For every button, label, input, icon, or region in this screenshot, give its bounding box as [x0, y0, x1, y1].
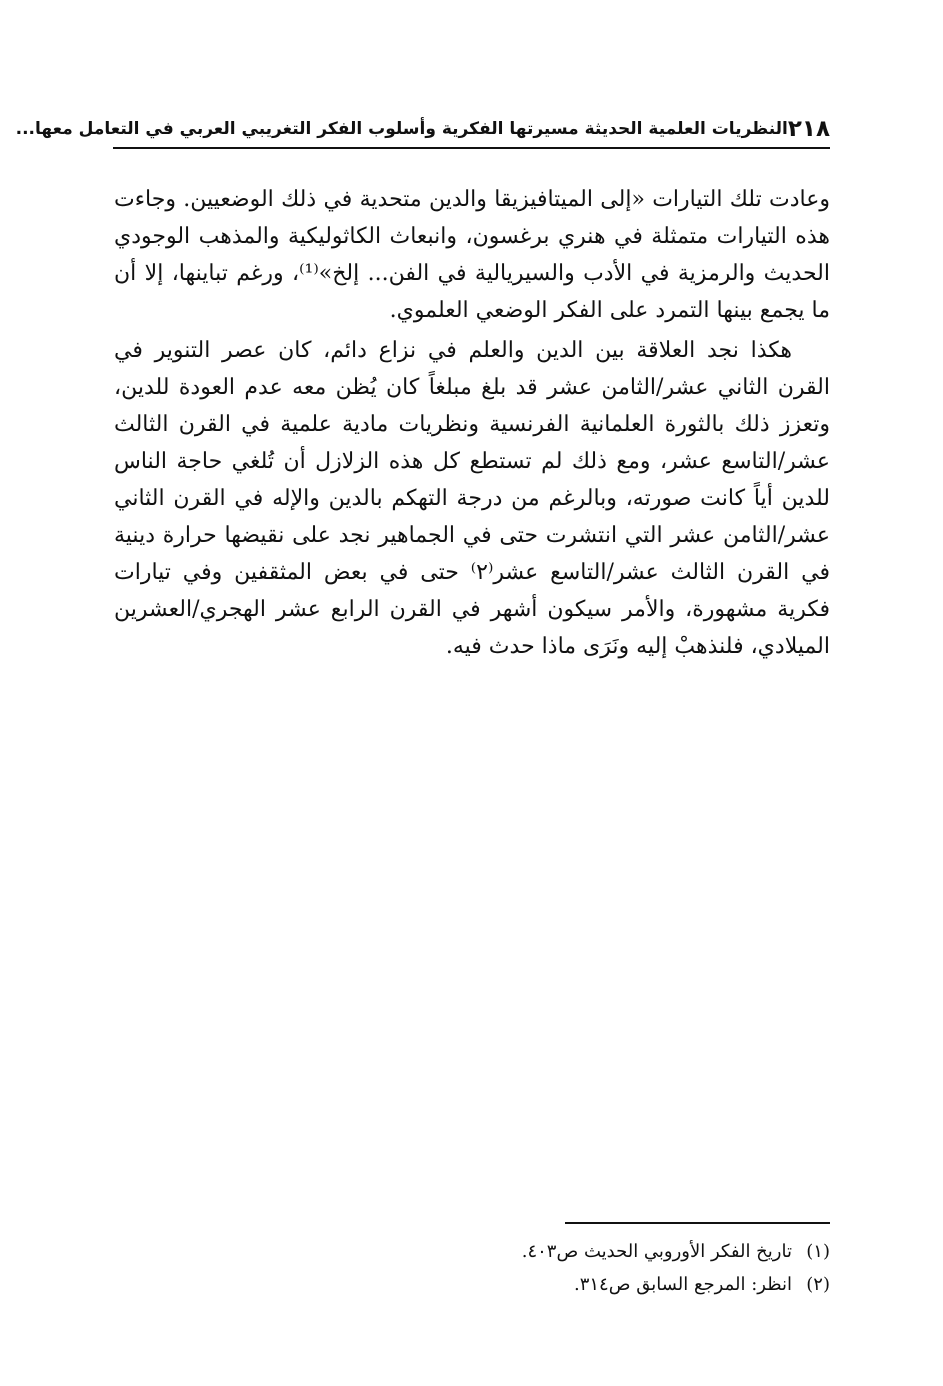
footnote-text: تاريخ الفكر الأوروبي الحديث ص٤٠٣.	[521, 1241, 792, 1262]
paragraph-1: وعادت تلك التيارات «إلى الميتافيزيقا والدين متحدية في ذلك الوضعيين. وجاءت هذه التيارات متمثلة في هنري برغسون، وانبعاث الكاثوليكية والمذهب الوجودي الحديث والرمزية في الأدب والسيريالية في الفن... إلخ»⁽¹⁾، ورغم تباينها، إلا أن ما يجمع بينها التمرد على الفكر الوضعي العلموي.	[114, 187, 830, 323]
page-number: ٢١٨	[787, 115, 830, 142]
paragraph-2: هكذا نجد العلاقة بين الدين والعلم في نزاع دائم، كان عصر التنوير في القرن الثاني عشر/الثامن عشر قد بلغ مبلغاً كان يُظن معه عدم العودة للدين، وتعزز ذلك بالثورة العلمانية الفرنسية ونظريات مادية علمية في القرن الثالث عشر/التاسع عشر، ومع ذلك لم تستطع كل هذه الزلازل أن تُلغي حاجة الناس للدين أياً كانت صورته، وبالرغم من درجة التهكم بالدين والإله في القرن الثاني عشر/الثامن عشر التي انتشرت حتى في الجماهير نجد على نقيضها حرارة دينية في القرن الثالث عشر/التاسع عشر⁽٢⁾ حتى في بعض المثقفين وفي تيارات فكرية مشهورة، والأمر سيكون أشهر في القرن الرابع عشر الهجري/العشرين الميلادي، فلنذهبْ إليه ونَرَى ماذا حدث فيه.	[114, 338, 830, 659]
header-rule	[113, 147, 830, 149]
main-text	[114, 181, 830, 665]
running-header	[15, 112, 830, 146]
running-title: النظريات العلمية الحديثة مسيرتها الفكرية وأسلوب الفكر التغريبي العربي في التعامل معها...	[15, 118, 788, 139]
footnote-2	[300, 1268, 830, 1301]
footnote-1	[300, 1235, 830, 1268]
footnote-marker: (٢)	[806, 1274, 830, 1295]
footnote-marker: (١)	[806, 1241, 830, 1262]
footnotes	[300, 1235, 830, 1301]
footnote-text: انظر: المرجع السابق ص٣١٤.	[573, 1274, 792, 1295]
footnote-rule	[565, 1222, 830, 1224]
